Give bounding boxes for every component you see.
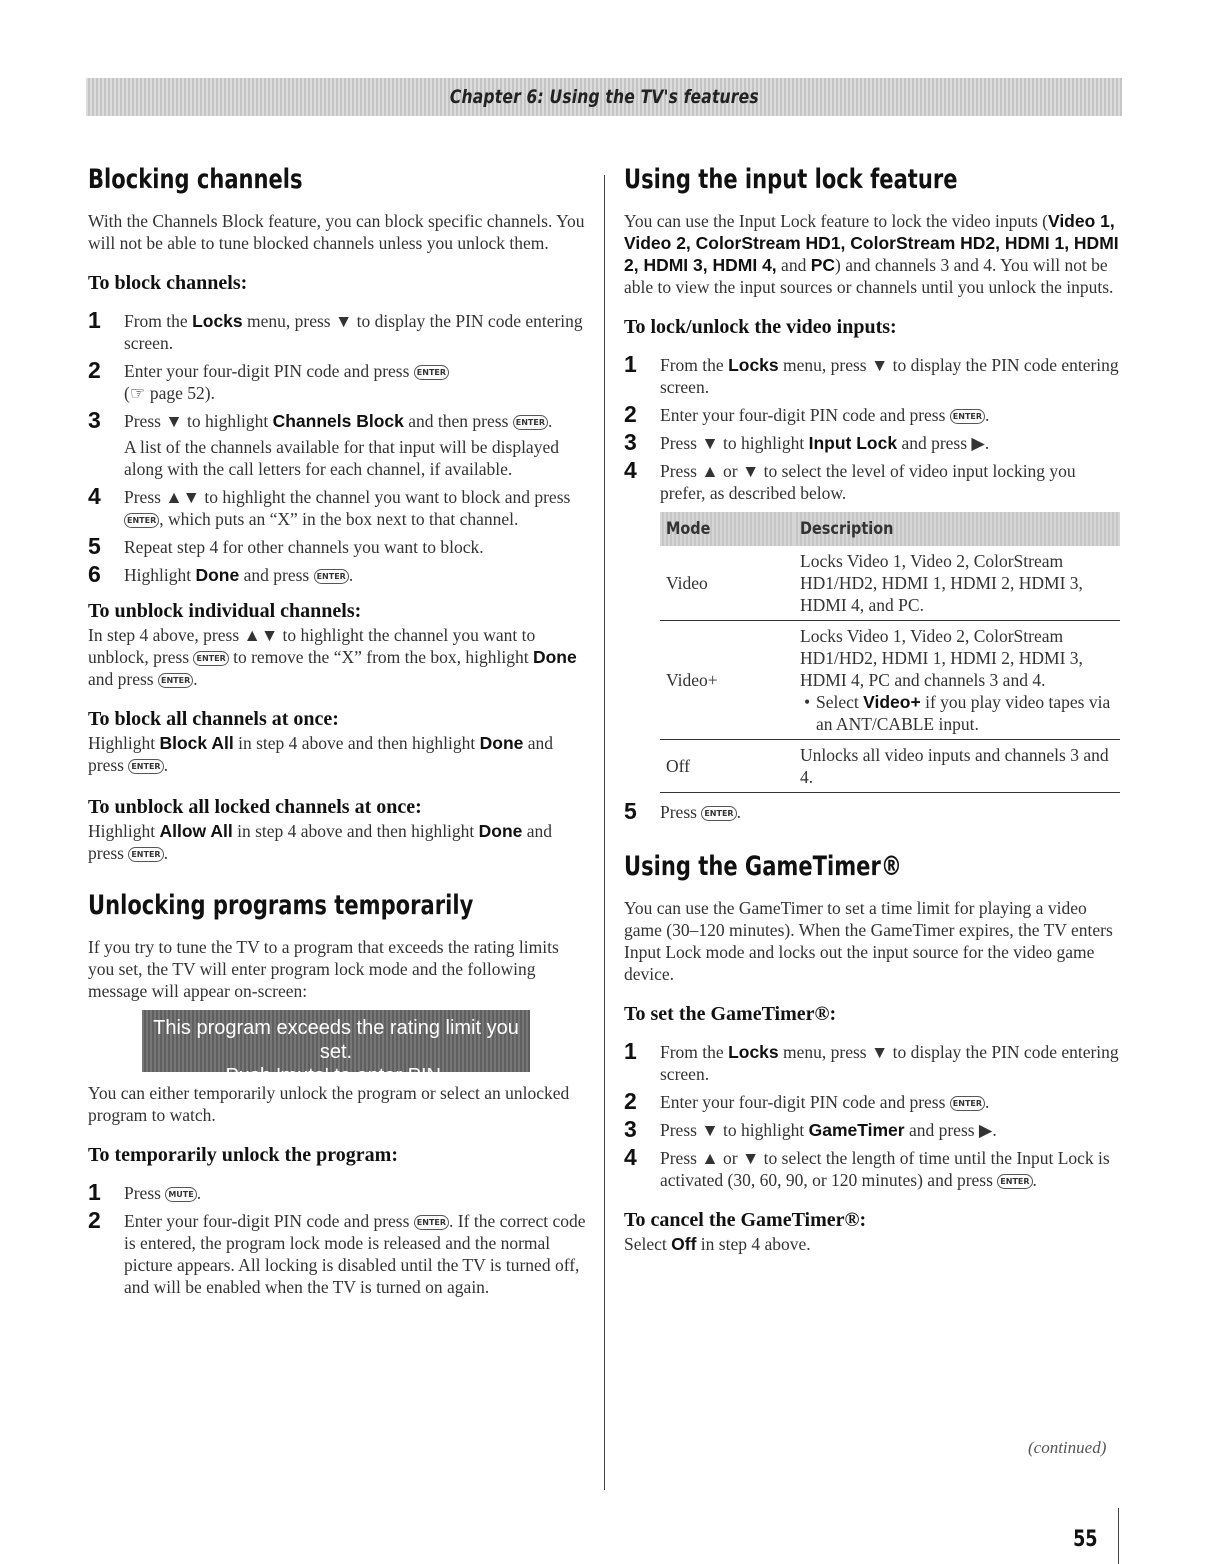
header-text: Mode [666,519,711,539]
step-bold: Locks [728,355,779,375]
continued-note: (continued) [1028,1438,1107,1457]
page-number-rule [1118,1508,1119,1564]
description-cell: Locks Video 1, Video 2, ColorStream HD1/HD2, HDMI 1, HDMI 2, HDMI 3, HDMI 4, and PC. [794,546,1120,621]
list-item [624,1144,1122,1191]
description-cell [794,621,1120,740]
text: and press [88,821,553,863]
enter-button-icon: ENTER [513,415,548,430]
step-text: From the [660,1042,729,1062]
list-item [624,1038,1122,1085]
text: Highlight [88,733,160,753]
step-text: . [985,405,990,425]
text: and [776,255,811,275]
step-number: 1 [624,1038,637,1064]
text: ) and channels 3 and 4. You will not be able to view the input sources or channels until you unlock the inputs. [624,255,1114,297]
lock-unlock-heading: To lock/unlock the video inputs: [624,316,897,338]
text: Select [816,692,864,712]
mode-cell: Off [660,740,794,793]
mute-button-icon: MUTE [165,1187,196,1202]
step-text: . If the correct code is entered, the program lock mode is released and the normal picture appears. All locking is disabled until the TV is turned off, and will be enabled when the TV is turned on again. [124,1211,586,1297]
list-item [624,429,1122,455]
mode-cell: Video [660,546,794,621]
cancel-gametimer-heading: To cancel the GameTimer®: [624,1209,867,1231]
block-steps [88,307,588,587]
step-bold: GameTimer [808,1120,905,1140]
description-column-header [794,512,1120,546]
bold-text: Block All [159,733,234,753]
gametimer-title: Using the GameTimer® [624,851,902,882]
step-text: and press ▶. [904,1120,997,1140]
step-text: Enter your four-digit PIN code and press [124,1211,414,1231]
text: in step 4 above and then highlight [232,821,479,841]
step-text: and press ▶. [897,433,990,453]
step-text: Press ▲ or ▼ to select the length of time until the Input Lock is activated (30, 60, 90, or 120 minutes) and press [660,1148,1110,1190]
blocking-title: Blocking channels [88,164,303,195]
bold-text: Off [671,1234,697,1254]
enter-button-icon: ENTER [158,673,193,688]
text: Select [624,1234,672,1254]
text: You can use the Input Lock feature to lock the video inputs ( [624,211,1048,231]
message-line: Push 'mute' to enter PIN. [225,1065,447,1087]
step-text: (☞ page 52). [124,383,216,403]
step-text: . [985,1092,990,1112]
bold-text: Done [479,733,524,753]
enter-button-icon: ENTER [950,409,985,424]
enter-button-icon: ENTER [997,1174,1032,1189]
list-item [88,407,588,480]
text: . [163,755,168,775]
bold-text: Done [532,647,577,667]
step-text: Enter your four-digit PIN code and press [660,1092,950,1112]
message-line: This program exceeds the rating limit you set. [153,1017,519,1063]
blocking-intro: With the Channels Block feature, you can block specific channels. You will not be able to tune blocked channels unless you unlock them. [88,211,585,253]
temp-unlock-heading: To temporarily unlock the program: [88,1144,398,1166]
unlock-steps [88,1179,588,1298]
step-text: . [736,802,741,822]
cancel-gametimer-text [624,1233,1122,1255]
bold-text: Allow All [159,821,233,841]
lock-message-box [142,1010,530,1087]
step-text: menu, press ▼ to display the PIN code entering screen. [660,355,1119,397]
step-text: Repeat step 4 for other channels you want to block. [124,537,484,557]
step-number: 2 [624,1088,637,1114]
right-column [624,160,1122,1255]
step-text: . [348,565,354,585]
step-bold: Done [195,565,240,585]
step-text: Press ▲ or ▼ to select the level of video input locking you prefer, as described below. [660,461,1076,503]
block-all-heading: To block all channels at once: [88,708,339,730]
input-lock-title: Using the input lock feature [624,164,958,195]
enter-button-icon: ENTER [414,365,449,380]
list-item [88,1179,588,1205]
text: in step 4 above. [696,1234,811,1254]
unlocking-title: Unlocking programs temporarily [88,890,474,921]
list-item [88,561,588,587]
list-item [88,483,588,530]
step-number: 6 [88,561,101,587]
step-text: . [196,1183,202,1203]
table-row [660,621,1120,740]
step-extra: A list of the channels available for that input will be displayed along with the call letters for each channel, if available. [124,437,559,479]
list-item [624,351,1122,398]
step-bold: Locks [192,311,243,331]
input-lock-steps [624,351,1122,504]
description-cell: Unlocks all video inputs and channels 3 and 4. [794,740,1120,793]
list-item [624,1088,1122,1114]
table-row [660,740,1120,793]
unlocking-intro: If you try to tune the TV to a program that exceeds the rating limits you set, the TV will enter program lock mode and the following message will appear on-screen: [88,937,559,1001]
list-item [88,307,588,354]
unlocking-after: You can either temporarily unlock the program or select an unlocked program to watch. [88,1083,570,1125]
input-lock-intro [624,210,1122,298]
text: . [163,843,168,863]
chapter-banner [86,78,1122,116]
step-text: . [548,411,553,431]
step-bold: Input Lock [808,433,898,453]
enter-button-icon: ENTER [701,806,736,821]
list-item [624,1116,1122,1142]
text: Highlight [88,821,160,841]
step-bold: Channels Block [272,411,404,431]
step-text: Press [124,1183,166,1203]
step-text: From the [124,311,193,331]
step-text: Press ▲▼ to highlight the channel you want to block and press [124,487,571,507]
step-bold: Locks [728,1042,779,1062]
unblock-all-heading: To unblock all locked channels at once: [88,796,422,818]
step-text: Enter your four-digit PIN code and press [124,361,414,381]
text: and press [88,669,158,689]
step-text: Press [660,802,702,822]
list-item [88,1207,588,1298]
text: to remove the “X” from the box, highlight [228,647,533,667]
step-number: 3 [88,407,101,433]
step-text: menu, press ▼ to display the PIN code entering screen. [660,1042,1119,1084]
bold-text: PC [810,255,836,275]
text: . [193,669,198,689]
unblock-all-text [88,820,588,864]
step-text: Press ▼ to highlight [660,433,809,453]
gametimer-steps [624,1038,1122,1191]
to-block-heading: To block channels: [88,272,248,294]
step-number: 1 [88,307,101,333]
step-number: 3 [624,1116,637,1142]
list-item [88,533,588,559]
step-number: 4 [88,483,101,509]
enter-button-icon: ENTER [950,1096,985,1111]
enter-button-icon: ENTER [193,651,228,666]
step-text: Press ▼ to highlight [660,1120,809,1140]
unblock-individual-text [88,624,588,690]
step-text: menu, press ▼ to display the PIN code entering screen. [124,311,583,353]
step-number: 2 [88,1207,101,1233]
step-text: Highlight [124,565,196,585]
enter-button-icon: ENTER [128,847,163,862]
description-note [800,691,1114,735]
list-item [624,401,1122,427]
step-number: 1 [624,351,637,377]
bold-text: Video+ [863,692,921,712]
step-number: 4 [624,1144,637,1170]
step-number: 5 [88,533,101,559]
list-item [88,357,588,404]
bold-text: Done [478,821,523,841]
mode-cell: Video+ [660,621,794,740]
step-number: 3 [624,429,637,455]
enter-button-icon: ENTER [128,759,163,774]
bold-text: Video 1, Video 2, ColorStream HD1, ColorStream HD2, HDMI 1, HDMI 2, HDMI 3, HDMI 4, [624,211,1119,275]
chapter-title: Chapter 6: Using the TV's features [449,86,759,108]
text: and press [88,733,554,775]
step-text: and then press [403,411,513,431]
column-divider [604,175,605,1490]
step-text: and press [239,565,314,585]
mode-column-header [660,512,794,546]
enter-button-icon: ENTER [314,569,349,584]
step-number: 1 [88,1179,101,1205]
enter-button-icon: ENTER [124,513,159,528]
set-gametimer-heading: To set the GameTimer®: [624,1003,837,1025]
unblock-individual-heading: To unblock individual channels: [88,600,362,622]
step-number: 4 [624,457,637,483]
description-text: Locks Video 1, Video 2, ColorStream HD1/HD2, HDMI 1, HDMI 2, HDMI 3, HDMI 4, PC and channels 3 and 4. [800,626,1083,690]
table-row [660,546,1120,621]
step-text: Enter your four-digit PIN code and press [660,405,950,425]
text: if you play video tapes via an ANT/CABLE input. [816,692,1111,734]
mode-table [660,512,1120,793]
list-item [624,457,1122,504]
header-text: Description [800,519,894,539]
step-text: . [1032,1170,1037,1190]
step-text: From the [660,355,729,375]
list-item [624,798,1122,824]
step-number: 2 [624,401,637,427]
step-number: 2 [88,357,101,383]
enter-button-icon: ENTER [414,1215,449,1230]
block-all-text [88,732,588,776]
step-number: 5 [624,798,637,824]
gametimer-intro: You can use the GameTimer to set a time limit for playing a video game (30–120 minutes). When the GameTimer expires, the TV enters Input Lock mode and locks out the input source for the video game device. [624,898,1113,984]
page-number: 55 [1073,1527,1098,1552]
step-text: , which puts an “X” in the box next to that channel. [159,509,519,529]
left-column [88,160,588,1304]
text: in step 4 above and then highlight [233,733,480,753]
text: In step 4 above, press ▲▼ to highlight the channel you want to unblock, press [88,625,536,667]
step-text: Press ▼ to highlight [124,411,273,431]
